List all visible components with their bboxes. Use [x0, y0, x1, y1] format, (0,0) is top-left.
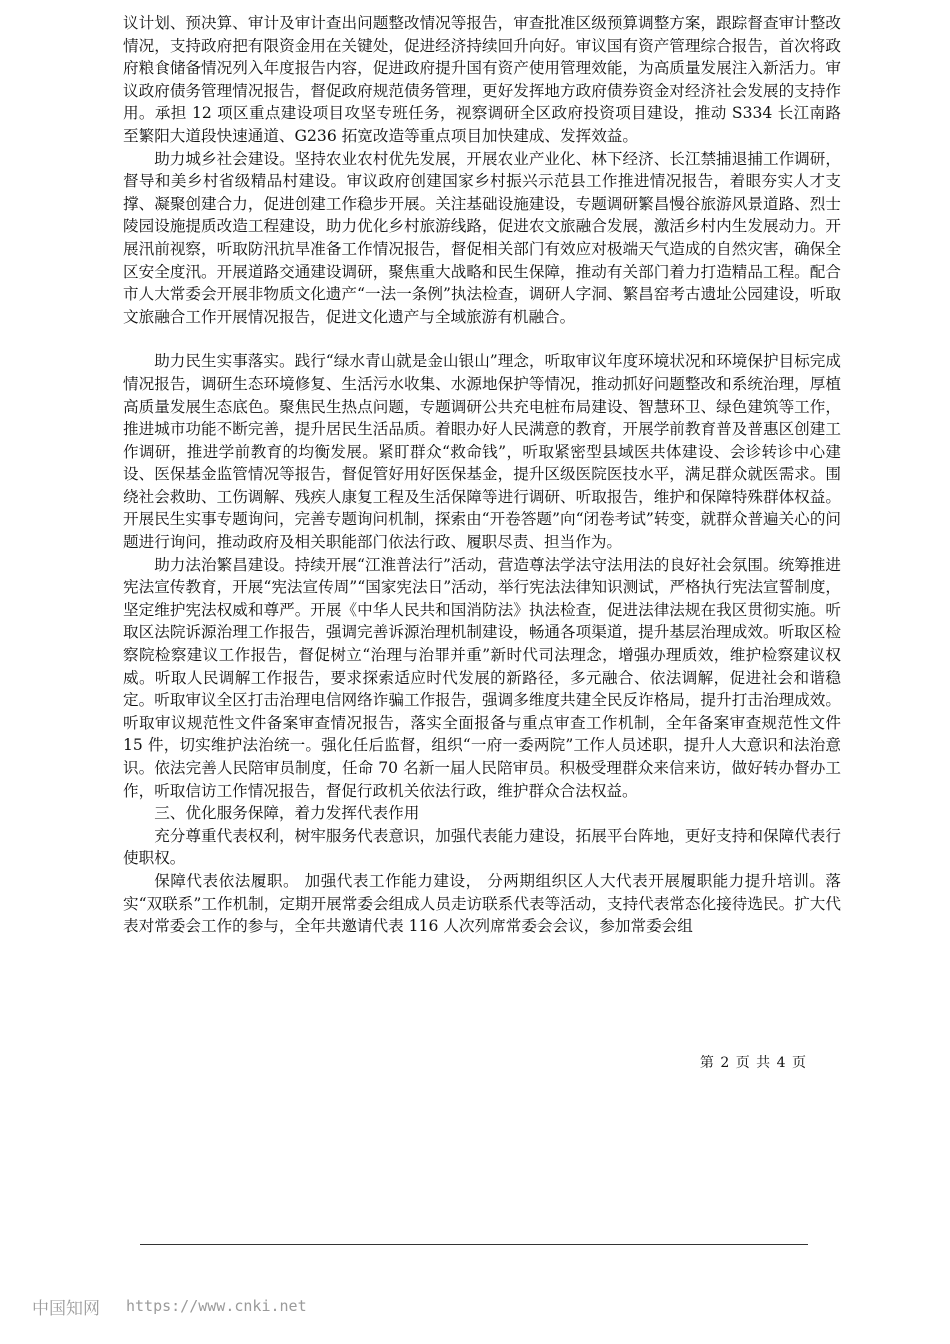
paragraph-rule-of-law: 助力法治繁昌建设。持续开展“江淮普法行”活动，营造尊法学法守法用法的良好社会氛围。统筹推进宪法宣传教育，开展“宪法宣传周”“国家宪法日”活动，举行宪法法律知识测试，严格执行宪法宣誓制度，坚定维护宪法权威和尊严。开展《中华人民共和国消防法》执法检查，促进法律法规在我区贯彻实施。听取区法院诉源治理工作报告，强调完善诉源治理机制建设，畅通各项渠道，提升基层治理成效。听取区检察院检察建议工作报告，督促树立“治理与治罪并重”新时代司法理念，增强办理质效，维护检察建议权威。听取人民调解工作报告，要求探索适应时代发展的新路径，多元融合、依法调解，促进社会和谐稳定。听取审议全区打击治理电信网络诈骗工作报告，强调多维度共建全民反诈格局，提升打击治理成效。听取审议规范性文件备案审查情况报告，落实全面报备与重点审查工作机制，全年备案审查规范性文件 15 件，切实维护法治统一。强化任后监督，组织“一府一委两院”工作人员述职，提升人大意识和法治意识。依法完善人民陪审员制度，任命 70 名新一届人民陪审员。积极受理群众来信来访，做好转办督办工作，听取信访工作情况报告，督促行政机关依法行政，维护群众合法权益。: [123, 555, 842, 800]
document-body: [123, 12, 841, 938]
watermark-url: https://www.cnki.net: [126, 1297, 307, 1315]
paragraph-section-intro: 充分尊重代表权利，树牢服务代表意识，加强代表能力建设，拓展平台阵地，更好支持和保障代表行使职权。: [123, 826, 841, 868]
paragraph-budget-oversight: 议计划、预决算、审计及审计查出问题整改情况等报告，审查批准区级预算调整方案，跟踪督查审计整改情况，支持政府把有限资金用在关键处，促进经济持续回升向好。审议国有资产管理综合报告，首次将政府粮食储备情况列入年度报告内容，促进政府提升国有资产使用管理效能，为高质量发展注入新活力。审议政府债务管理情况报告，督促政府规范债务管理，更好发挥地方政府债券资金对经济社会发展的支持作用。承担 12 项区重点建设项目攻坚专班任务，视察调研全区政府投资项目建设，推动 S334 长江南路至繁阳大道段快速通道、G236 拓宽改造等重点项目加快建成、发挥效益。: [123, 14, 841, 145]
section-heading: 三、优化服务保障，着力发挥代表作用: [154, 804, 420, 823]
paragraph-urban-rural-construction: 助力城乡社会建设。坚持农业农村优先发展，开展农业产业化、林下经济、长江禁捕退捕工作调研，督导和美乡村省级精品村建设。审议政府创建国家乡村振兴示范县工作推进情况报告，着眼夯实人才支撑、凝聚创建合力，促进创建工作稳步开展。关注基础设施建设，专题调研繁昌慢谷旅游风景道路、烈士陵园设施提质改造工程建设，助力优化乡村旅游线路，促进农文旅融合发展，激活乡村内生发展动力。开展汛前视察，听取防汛抗旱准备工作情况报告，督促相关部门有效应对极端天气造成的自然灾害，确保全区安全度汛。开展道路交通建设调研，聚焦重大战略和民生保障，推动有关部门着力打造精品工程。配合市人大常委会开展非物质文化遗产“一法一条例”执法检查，调研人字洞、繁昌窑考古遗址公园建设，听取文旅融合工作开展情况报告，促进文化遗产与全域旅游有机融合。: [123, 149, 841, 326]
footer-divider: [140, 1244, 808, 1245]
watermark-site-name: 中国知网: [32, 1299, 100, 1319]
paragraph-deputy-duties: 保障代表依法履职。 加强代表工作能力建设， 分两期组织区人大代表开展履职能力提升培训。落实“双联系”工作机制，定期开展常委会组成人员走访联系代表等活动，支持代表常态化接待选民。扩大代表对常委会工作的参与，全年共邀请代表 116 人次列席常委会会议，参加常委会组: [123, 871, 841, 936]
paragraph-livelihood: 助力民生实事落实。践行“绿水青山就是金山银山”理念，听取审议年度环境状况和环境保护目标完成情况报告，调研生态环境修复、生活污水收集、水源地保护等情况，推动抓好问题整改和系统治理，厚植高质量发展生态底色。聚焦民生热点问题，专题调研公共充电桩布局建设、智慧环卫、绿色建筑等工作，推进城市功能不断完善，提升居民生活品质。着眼办好人民满意的教育，开展学前教育普及普惠区创建工作调研，推进学前教育的均衡发展。紧盯群众“救命钱”，听取紧密型县域医共体建设、会诊转诊中心建设、医保基金监管情况等报告，督促管好用好医保基金，提升区级医院医技水平，满足群众就医需求。围绕社会救助、工伤调解、残疾人康复工程及生活保障等进行调研、听取报告，维护和保障特殊群体权益。开展民生实事专题询问，完善专题询问机制，探索由“开卷答题”向“闭卷考试”转变，就群众普遍关心的问题进行询问，推动政府及相关职能部门依法行政、履职尽责、担当作为。: [123, 352, 842, 552]
page-number: 第 2 页 共 4 页: [699, 1055, 807, 1071]
cnki-watermark: [32, 1294, 307, 1319]
